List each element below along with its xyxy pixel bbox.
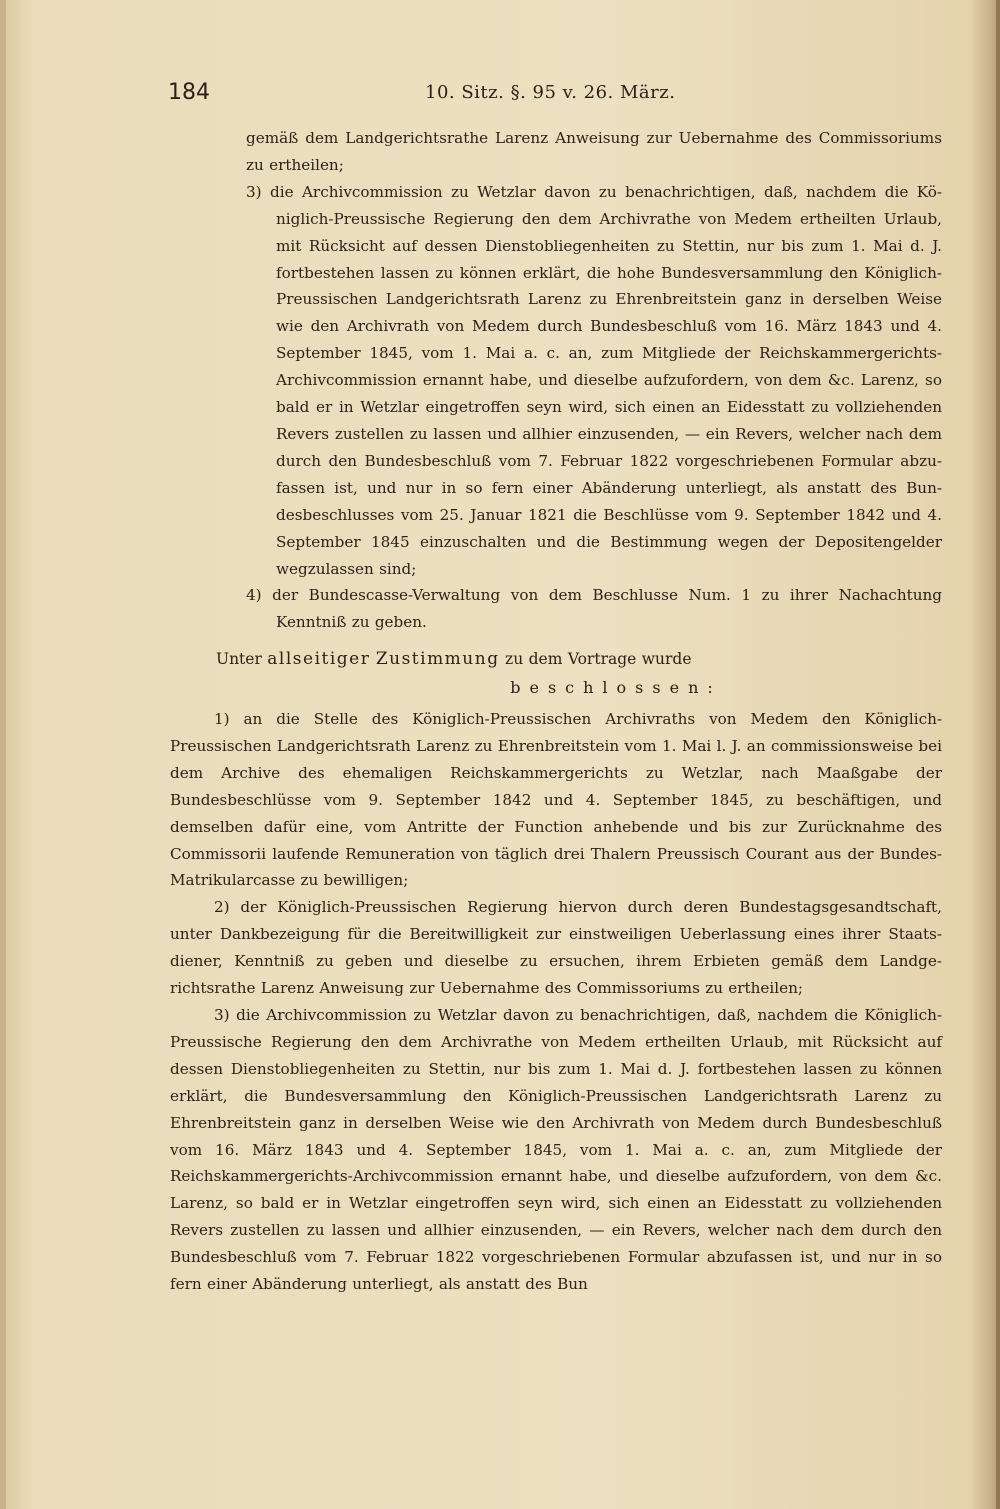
- running-head: 10. Sitz. §. 95 v. 26. März.: [425, 82, 676, 103]
- page-number: 184: [168, 80, 210, 105]
- resolution-item-3: 3) die Archivcommission zu Wetzlar davon zu benachrichtigen, daß, nachdem die Königlich-Preussische Regierung den dem Archivrathe von Medem ertheilten Urlaub, mit Rücksicht auf dessen Dienstobliegenheiten zu Stettin, nur bis zum 1. Mai d. J. fortbestehen lassen zu können erklärt, die Bundesversammlung den Königlich-Preussischen Landgerichtsrath Larenz zu Ehrenbreitstein ganz in derselben Weise wie den Archivrath von Medem durch Bundesbeschluß vom 16. März 1843 und 4. September 1845, vom 1. Mai a. c. an, zum Mitgliede der Reichskammergerichts-Archivcommission ernannt habe, und dieselbe aufzufordern, von dem &c. Larenz, so bald er in Wetzlar eingetroffen seyn wird, sich einen an Eidesstatt zu vollziehenden Revers zustellen zu lassen und allhier einzusenden, — ein Revers, welcher nach dem durch den Bundesbeschluß vom 7. Februar 1822 vorgeschriebenen Formular abzufassen ist, und nur in so fern einer Abänderung unterliegt, als anstatt des Bun: [170, 1006, 942, 1294]
- resolution-intro: [216, 646, 942, 673]
- intro-prefix: Unter: [216, 650, 262, 669]
- intro-emphasis-1: allseitiger: [267, 649, 371, 670]
- page-header: [0, 80, 1000, 110]
- page-edge-left: [0, 0, 6, 1509]
- resolution-heading: beschlossen:: [510, 678, 722, 698]
- page-edge-right: [996, 0, 1000, 1509]
- page-body: [170, 125, 942, 1298]
- paragraph-item-3: 3) die Archivcommission zu Wetzlar davon zu benachrichtigen, daß, nachdem die Königlich-Preussische Regierung den dem Archivrathe von Medem ertheilten Urlaub, mit Rücksicht auf dessen Dienstobliegenheiten zu Stettin, nur bis zum 1. Mai d. J. fortbestehen lassen zu können erklärt, die hohe Bundesversammlung den Königlich-Preussischen Landgerichtsrath Larenz zu Ehrenbreitstein ganz in derselben Weise wie den Archivrath von Medem durch Bundesbeschluß vom 16. März 1843 und 4. September 1845, vom 1. Mai a. c. an, zum Mitgliede der Reichskammergerichts-Archivcommission ernannt habe, und dieselbe aufzufordern, von dem &c. Larenz, so bald er in Wetzlar eingetroffen seyn wird, sich einen an Eidesstatt zu vollziehenden Revers zustellen zu lassen und allhier einzusenden, — ein Revers, welcher nach dem durch den Bundesbeschluß vom 7. Februar 1822 vorgeschriebenen Formular abzufassen ist, und nur in so fern einer Abänderung unterliegt, als anstatt des Bundesbeschlusses vom 25. Januar 1821 die Beschlüsse vom 9. September 1842 und 4. September 1845 einzuschalten und die Bestimmung wegen der Depositengelder wegzulassen sind;: [246, 182, 942, 578]
- intro-suffix: zu dem Vortrage wurde: [505, 650, 692, 669]
- paragraph-item-4: 4) der Bundescasse-Verwaltung von dem Beschlusse Num. 1 zu ihrer Nachachtung Kenntniß zu geben.: [246, 586, 942, 632]
- resolution-item-1: 1) an die Stelle des Königlich-Preussischen Archivraths von Medem den Königlich-Preussischen Landgerichtsrath Larenz zu Ehrenbreitstein vom 1. Mai l. J. an commissionsweise bei dem Archive des ehemaligen Reichskammergerichts zu Wetzlar, nach Maaßgabe der Bundesbeschlüsse vom 9. September 1842 und 4. September 1845, zu beschäftigen, und demselben dafür eine, vom Antritte der Function anhebende und bis zur Zurücknahme des Commissorii laufende Remuneration von täglich drei Thalern Preussisch Courant aus der Bundes-Matrikularcasse zu bewilligen;: [170, 710, 942, 890]
- resolution-item-2: 2) der Königlich-Preussischen Regierung hiervon durch deren Bundestagsgesandtschaft, unter Dankbezeigung für die Bereitwilligkeit zur einstweiligen Ueberlassung eines ihrer Staatsdiener, Kenntniß zu geben und dieselbe zu ersuchen, ihrem Erbieten gemäß dem Landgerichtsrathe Larenz Anweisung zur Uebernahme des Commissoriums zu ertheilen;: [170, 898, 942, 998]
- intro-emphasis-2: Zustimmung: [375, 649, 500, 670]
- spacer: [170, 636, 942, 646]
- paragraph-continuation: gemäß dem Landgerichtsrathe Larenz Anweisung zur Uebernahme des Commissoriums zu ertheilen;: [246, 129, 942, 174]
